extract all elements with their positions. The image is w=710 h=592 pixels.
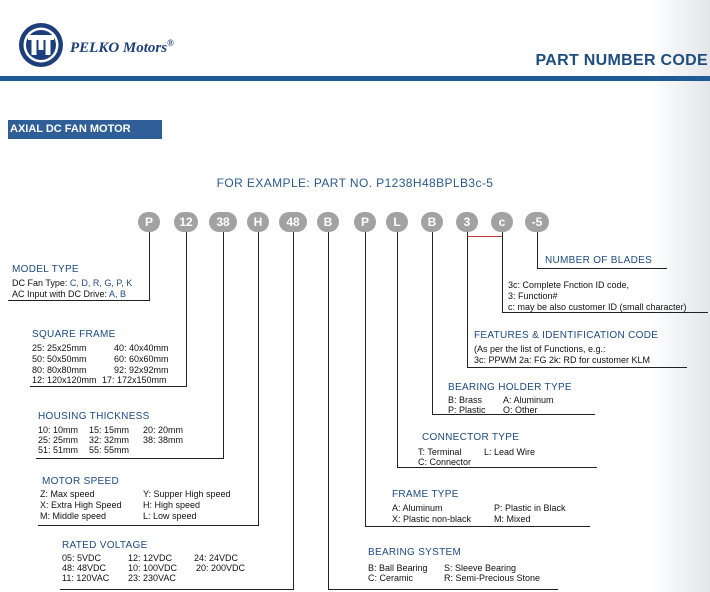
features-note-2: 3c: PPWM 2a: FG 2k: RD for customer KLM xyxy=(474,355,651,365)
model-type-title: MODEL TYPE xyxy=(12,264,79,275)
code-segment-housing: 38 xyxy=(209,212,237,232)
code-segment-bearing-holder: B xyxy=(421,212,443,232)
square-frame-title: SQUARE FRAME xyxy=(32,329,116,340)
speed-item: M: Middle speed xyxy=(40,511,107,521)
code-segment-square: 12 xyxy=(174,212,198,232)
housing-item: 32: 32mm xyxy=(89,435,130,445)
connector-item: C: Connector xyxy=(418,457,472,467)
speed-item: Z: Max speed xyxy=(40,489,95,499)
example-part-number: FOR EXAMPLE: PART NO. P1238H48BPLB3c-5 xyxy=(216,176,494,190)
bearing-holder-item: P: Plastic xyxy=(448,405,486,415)
square-item: 17: 172x150mm xyxy=(102,375,167,385)
square-item: 40: 40x40mm xyxy=(114,343,169,353)
model-line-dc: DC Fan Type: C, D, R, G, P, K xyxy=(12,278,133,288)
bearing-holder-item: A: Aluminum xyxy=(503,395,554,405)
square-item: 25: 25x25mm xyxy=(32,343,87,353)
bearing-system-item: R: Semi-Precious Stone xyxy=(444,573,541,583)
speed-item: H: High speed xyxy=(143,500,201,510)
bearing-holder-title: BEARING HOLDER TYPE xyxy=(448,382,572,393)
motor-speed-title: MOTOR SPEED xyxy=(42,476,120,487)
code-segment-bearing-system: B xyxy=(317,212,339,232)
voltage-item: 20: 200VDC xyxy=(196,563,246,573)
frame-type-title: FRAME TYPE xyxy=(392,489,459,500)
page-title: PART NUMBER CODE xyxy=(535,52,708,69)
voltage-item: 10: 100VDC xyxy=(128,563,178,573)
speed-item: L: Low speed xyxy=(143,511,197,521)
housing-item: 10: 10mm xyxy=(38,425,79,435)
square-item: 60: 60x60mm xyxy=(114,354,169,364)
right-edge-shade xyxy=(650,0,710,592)
code-segment-blades: -5 xyxy=(525,212,549,232)
housing-item: 20: 20mm xyxy=(143,425,184,435)
code-segment-frame: P xyxy=(354,212,376,232)
frame-item: A: Aluminum xyxy=(392,503,443,513)
bearing-system-item: B: Ball Bearing xyxy=(368,563,428,573)
pelko-logo-icon xyxy=(18,22,64,68)
connector-type-title: CONNECTOR TYPE xyxy=(422,432,520,443)
bearing-holder-item: B: Brass xyxy=(448,395,483,405)
housing-thickness-title: HOUSING THICKNESS xyxy=(38,411,150,422)
frame-item: X: Plastic non-black xyxy=(392,514,472,524)
connector-item: T: Terminal xyxy=(418,447,462,457)
code-segment-voltage: 48 xyxy=(279,212,307,232)
number-of-blades-title: NUMBER OF BLADES xyxy=(545,255,653,266)
frame-item: M: Mixed xyxy=(494,514,531,524)
voltage-item: 23: 230VAC xyxy=(128,573,176,583)
brand-name: PELKO Motors® xyxy=(70,38,174,56)
square-item: 12: 120x120mm xyxy=(32,375,97,385)
code-segment-speed: H xyxy=(247,212,269,232)
features-title: FEATURES & IDENTIFICATION CODE xyxy=(474,330,659,341)
function-note-2: 3: Function# xyxy=(508,291,558,301)
bearing-system-item: S: Sleeve Bearing xyxy=(444,563,517,573)
housing-item: 55: 55mm xyxy=(89,445,130,455)
code-segment-model: P xyxy=(138,212,160,232)
square-item: 50: 50x50mm xyxy=(32,354,87,364)
housing-item: 15: 15mm xyxy=(89,425,130,435)
bearing-holder-item: O: Other xyxy=(503,405,538,415)
housing-item: 38: 38mm xyxy=(143,435,184,445)
voltage-item: 12: 12VDC xyxy=(128,553,173,563)
housing-item: 51: 51mm xyxy=(38,445,79,455)
code-segment-features: 3 xyxy=(456,212,478,232)
model-line-ac: AC Input with DC Drive: A, B xyxy=(12,289,127,299)
voltage-item: 11: 120VAC xyxy=(62,573,110,583)
header-divider xyxy=(0,76,710,81)
rated-voltage-title: RATED VOLTAGE xyxy=(62,540,148,551)
voltage-item: 24: 24VDC xyxy=(194,553,239,563)
speed-item: Y: Supper High speed xyxy=(143,489,231,499)
voltage-item: 48: 48VDC xyxy=(62,563,107,573)
features-note-1: (As per the list of Functions, e.g.: xyxy=(474,344,606,354)
section-tag: AXIAL DC FAN MOTOR xyxy=(8,120,162,139)
function-note-1: 3c: Complete Fnction ID code, xyxy=(508,280,630,290)
connector-item: L: Lead Wire xyxy=(484,447,536,457)
bearing-system-item: C: Ceramic xyxy=(368,573,414,583)
housing-item: 25: 25mm xyxy=(38,435,79,445)
square-item: 92: 92x92mm xyxy=(114,365,169,375)
code-segment-connector: L xyxy=(386,212,408,232)
bearing-system-title: BEARING SYSTEM xyxy=(368,547,462,558)
square-item: 80: 80x80mm xyxy=(32,365,87,375)
frame-item: P: Plastic in Black xyxy=(494,503,566,513)
function-note-3: c: may be also customer ID (small character) xyxy=(508,302,687,312)
code-segment-customer: c xyxy=(491,212,513,232)
speed-item: X: Extra High Speed xyxy=(40,500,122,510)
voltage-item: 05: 5VDC xyxy=(62,553,102,563)
